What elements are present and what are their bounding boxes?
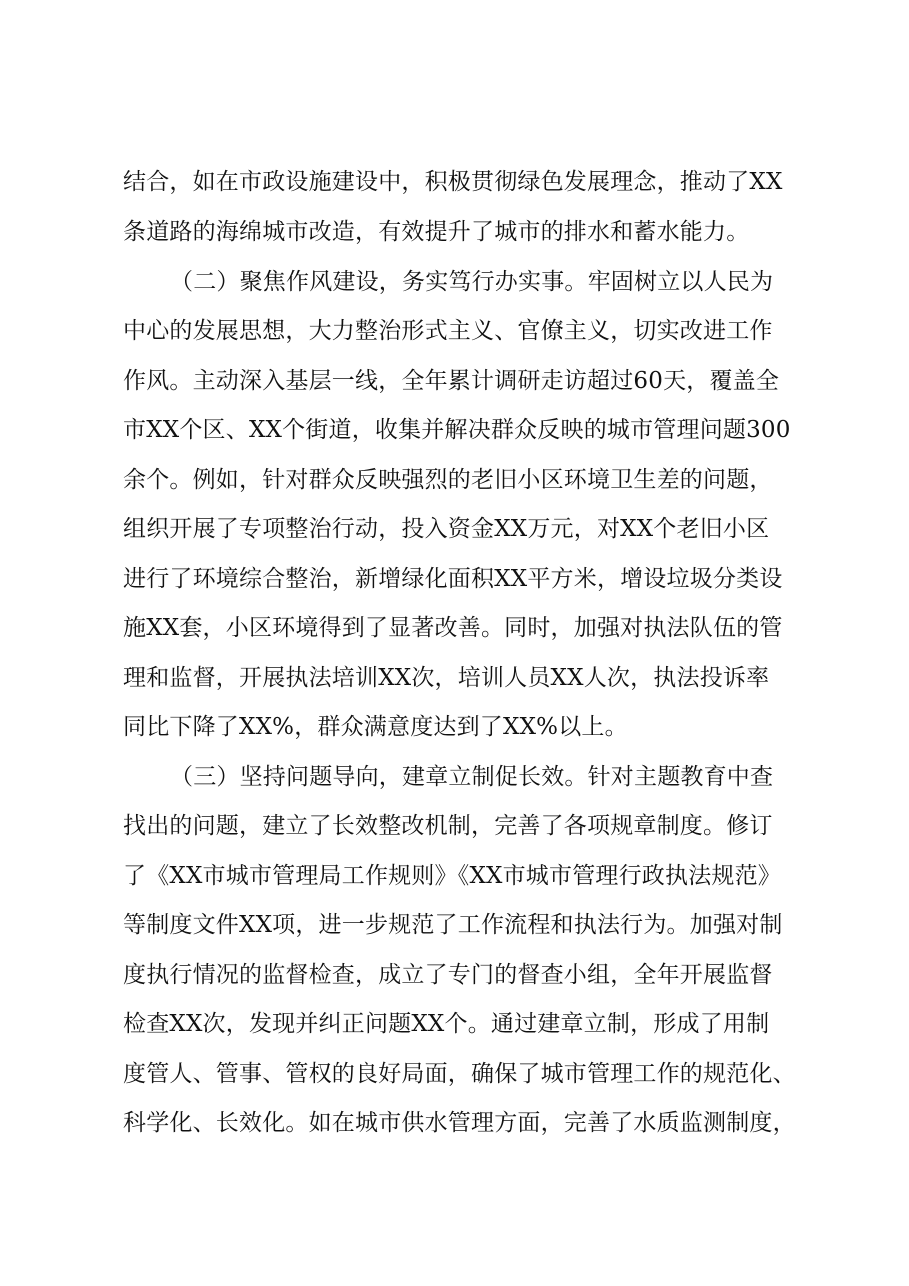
section-heading-line: （三）坚持问题导向，建章立制促长效。针对主题教育中查	[170, 764, 774, 790]
text-line: 科学化、长效化。如在城市供水管理方面，完善了水质监测制度，	[123, 1110, 796, 1136]
text-line: 检查XX次，发现并纠正问题XX个。通过建章立制，形成了用制	[123, 1011, 770, 1037]
text-line: 施XX套，小区环境得到了显著改善。同时，加强对执法队伍的管	[123, 615, 783, 641]
text-line: 条道路的海绵城市改造，有效提升了城市的排水和蓄水能力。	[123, 219, 750, 245]
text-line: 结合，如在市政设施建设中，积极贯彻绿色发展理念，推动了XX	[123, 169, 783, 195]
text-line: 等制度文件XX项，进一步规范了工作流程和执法行为。加强对制	[123, 912, 783, 938]
text-line: 找出的问题，建立了长效整改机制，完善了各项规章制度。修订	[123, 813, 773, 839]
text-line: 进行了环境综合整治，新增绿化面积XX平方米，增设垃圾分类设	[123, 566, 783, 592]
text-line: 作风。主动深入基层一线，全年累计调研走访超过60天，覆盖全	[123, 368, 780, 394]
text-line: 余个。例如，针对群众反映强烈的老旧小区环境卫生差的问题，	[123, 467, 773, 493]
text-line: 市XX个区、XX个街道，收集并解决群众反映的城市管理问题300	[123, 417, 791, 443]
text-line: 组织开展了专项整治行动，投入资金XX万元，对XX个老旧小区	[123, 516, 770, 542]
text-line: 度管人、管事、管权的良好局面，确保了城市管理工作的规范化、	[123, 1061, 796, 1087]
text-line: 中心的发展思想，大力整治形式主义、官僚主义，切实改进工作	[123, 318, 773, 344]
section-heading-line: （二）聚焦作风建设，务实笃行办实事。牢固树立以人民为	[170, 269, 774, 295]
text-line: 度执行情况的监督检查，成立了专门的督查小组，全年开展监督	[123, 962, 773, 988]
text-line: 理和监督，开展执法培训XX次，培训人员XX人次，执法投诉率	[123, 665, 770, 691]
text-line: 同比下降了XX%，群众满意度达到了XX%以上。	[123, 714, 628, 740]
text-line: 了《XX市城市管理局工作规则》《XX市城市管理行政执法规范》	[123, 863, 781, 889]
